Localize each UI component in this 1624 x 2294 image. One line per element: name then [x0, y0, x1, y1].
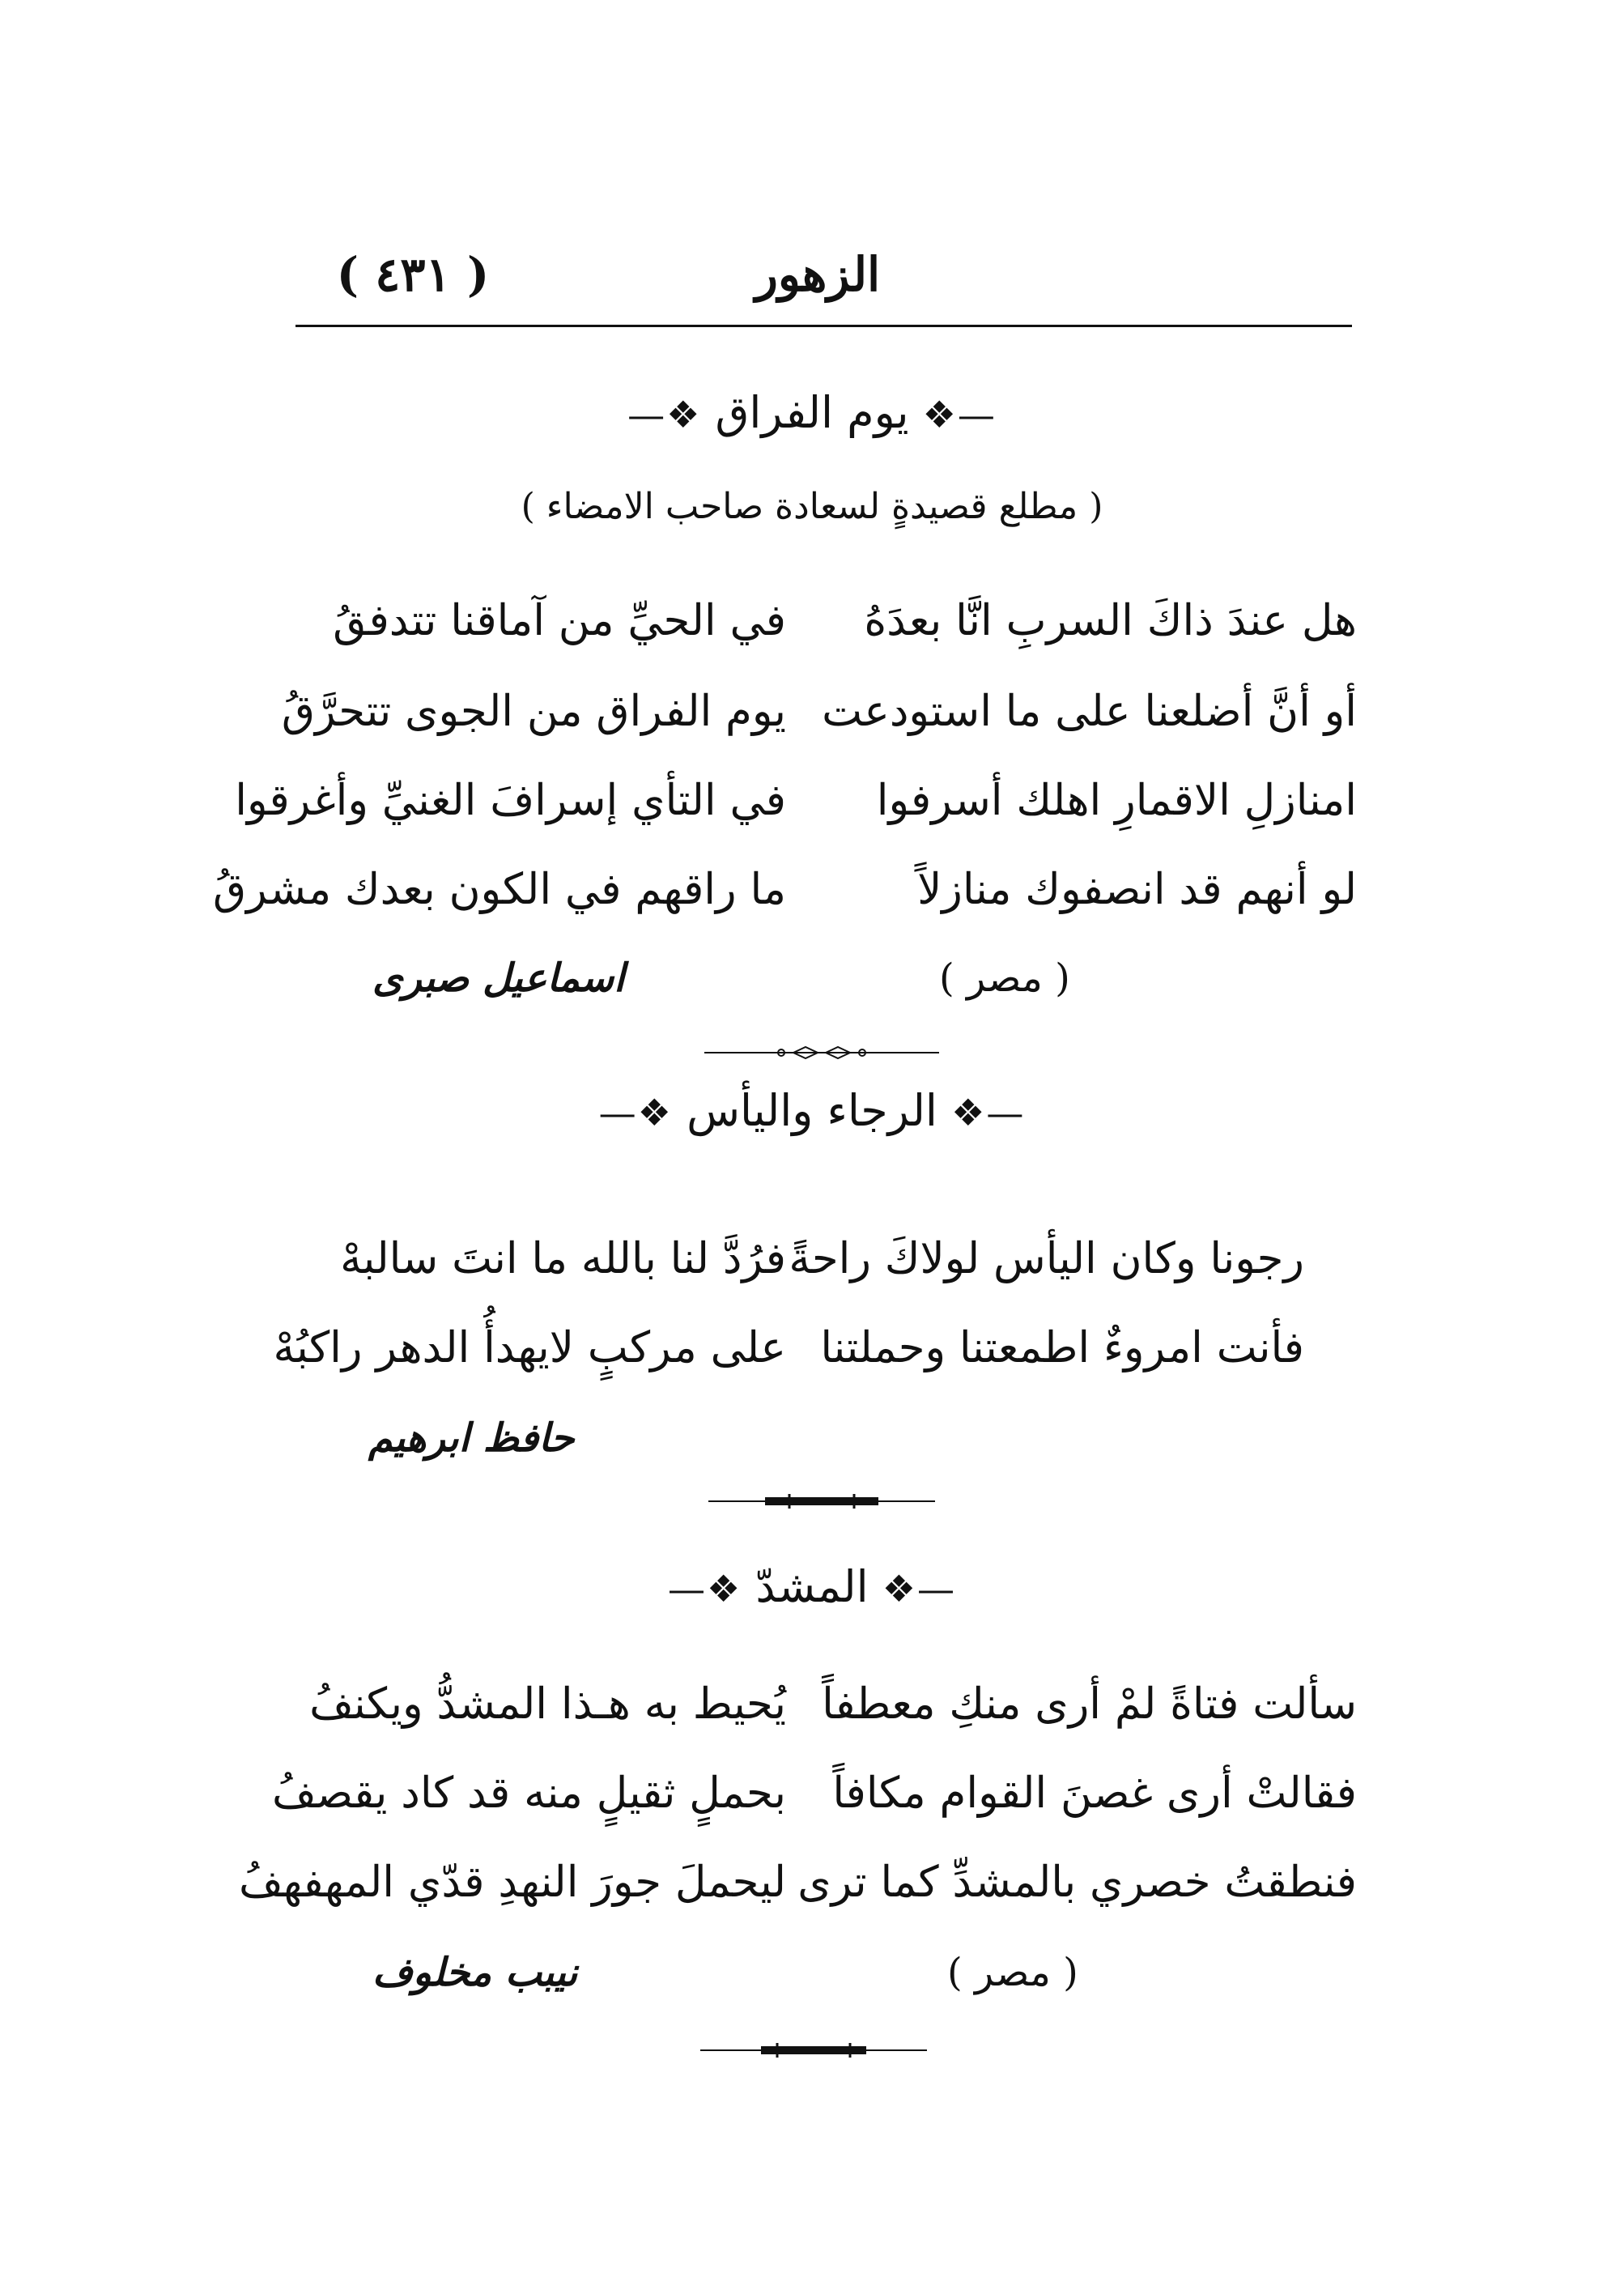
ornament-left-icon: ❖— [627, 393, 702, 436]
ornament-right-icon: —❖ [882, 1567, 957, 1611]
poem-title-text: المشدّ [755, 1561, 869, 1612]
verse-1-4-right: لو أنهم قد انصفوك منازلاً [917, 865, 1357, 914]
verse-3-3-left: ليحملَ جورَ النهدِ قدّي المهفهفُ [238, 1858, 786, 1907]
poem-subtitle: ( مطلع قصيدةٍ لسعادة صاحب الامضاء ) [521, 486, 1103, 527]
poem-title-3 [407, 1561, 1217, 1612]
verse-3-1-left: يُحيط به هـذا المشدُّ ويكنفُ [309, 1679, 786, 1729]
poem-title-text: يوم الفراق [715, 387, 909, 438]
divider-ornament-icon [708, 1492, 935, 1511]
verse-1-3-right: امنازلِ الاقمارِ اهلك أسرفوا [876, 776, 1357, 825]
page-number: ( ٤٣١ ) [336, 247, 490, 302]
verse-1-3-left: في التأي إسرافَ الغنيِّ وأغرقوا [235, 776, 786, 825]
place-label: ( مصر ) [947, 1950, 1078, 1995]
signature: اسماعيل صبرى [372, 955, 625, 1001]
verse-1-4-left: ما راقهم في الكون بعدك مشرقُ [213, 865, 786, 914]
verse-1-1-right: هل عندَ ذاكَ السربِ انَّا بعدَهُ [864, 596, 1357, 645]
verse-1-2-left: يوم الفراق من الجوى تتحرَّقُ [281, 687, 786, 736]
verse-3-2-right: فقالتْ أرى غصنَ القوام مكافاً [832, 1768, 1357, 1818]
signature: حافظ ابرهيم [368, 1415, 575, 1461]
divider-ornament-icon [704, 1043, 939, 1062]
verse-3-1-right: سألت فتاةً لمْ أرى منكِ معطفاً [822, 1679, 1357, 1729]
ornament-right-icon: —❖ [922, 393, 997, 436]
verse-2-1-left: فرُدَّ لنا بالله ما انتَ سالبهْ [340, 1234, 786, 1283]
poem-title-1 [407, 387, 1217, 438]
verse-3-3-right: فنطقتُ خصري بالمشدِّ كما ترى [797, 1858, 1357, 1907]
ornament-right-icon: —❖ [951, 1091, 1026, 1134]
verse-3-2-left: بحملٍ ثقيلٍ منه قد كاد يقصفُ [272, 1768, 786, 1818]
running-title: الزهور [755, 247, 881, 302]
signature: نيبب مخلوف [372, 1950, 578, 1995]
header-rule [295, 325, 1352, 327]
verse-2-2-right: فأنت امروءٌ اطمعتنا وحملتنا [820, 1323, 1304, 1373]
verse-2-1-right: رجونا وكان اليأس لولاكَ راحةً [789, 1234, 1304, 1283]
verse-1-2-right: أو أنَّ أضلعنا على ما استودعت [822, 687, 1357, 736]
poem-title-text: الرجاء واليأس [687, 1085, 937, 1136]
verse-1-1-left: في الحيِّ من آماقنا تتدفقُ [333, 596, 786, 645]
ornament-left-icon: ❖— [667, 1567, 742, 1611]
poem-title-2 [407, 1085, 1217, 1136]
place-label: ( مصر ) [939, 955, 1070, 1001]
divider-ornament-icon [700, 2041, 927, 2060]
ornament-left-icon: ❖— [598, 1091, 673, 1134]
verse-2-2-left: على مركبٍ لايهدأُ الدهر راكبُهْ [273, 1323, 786, 1373]
